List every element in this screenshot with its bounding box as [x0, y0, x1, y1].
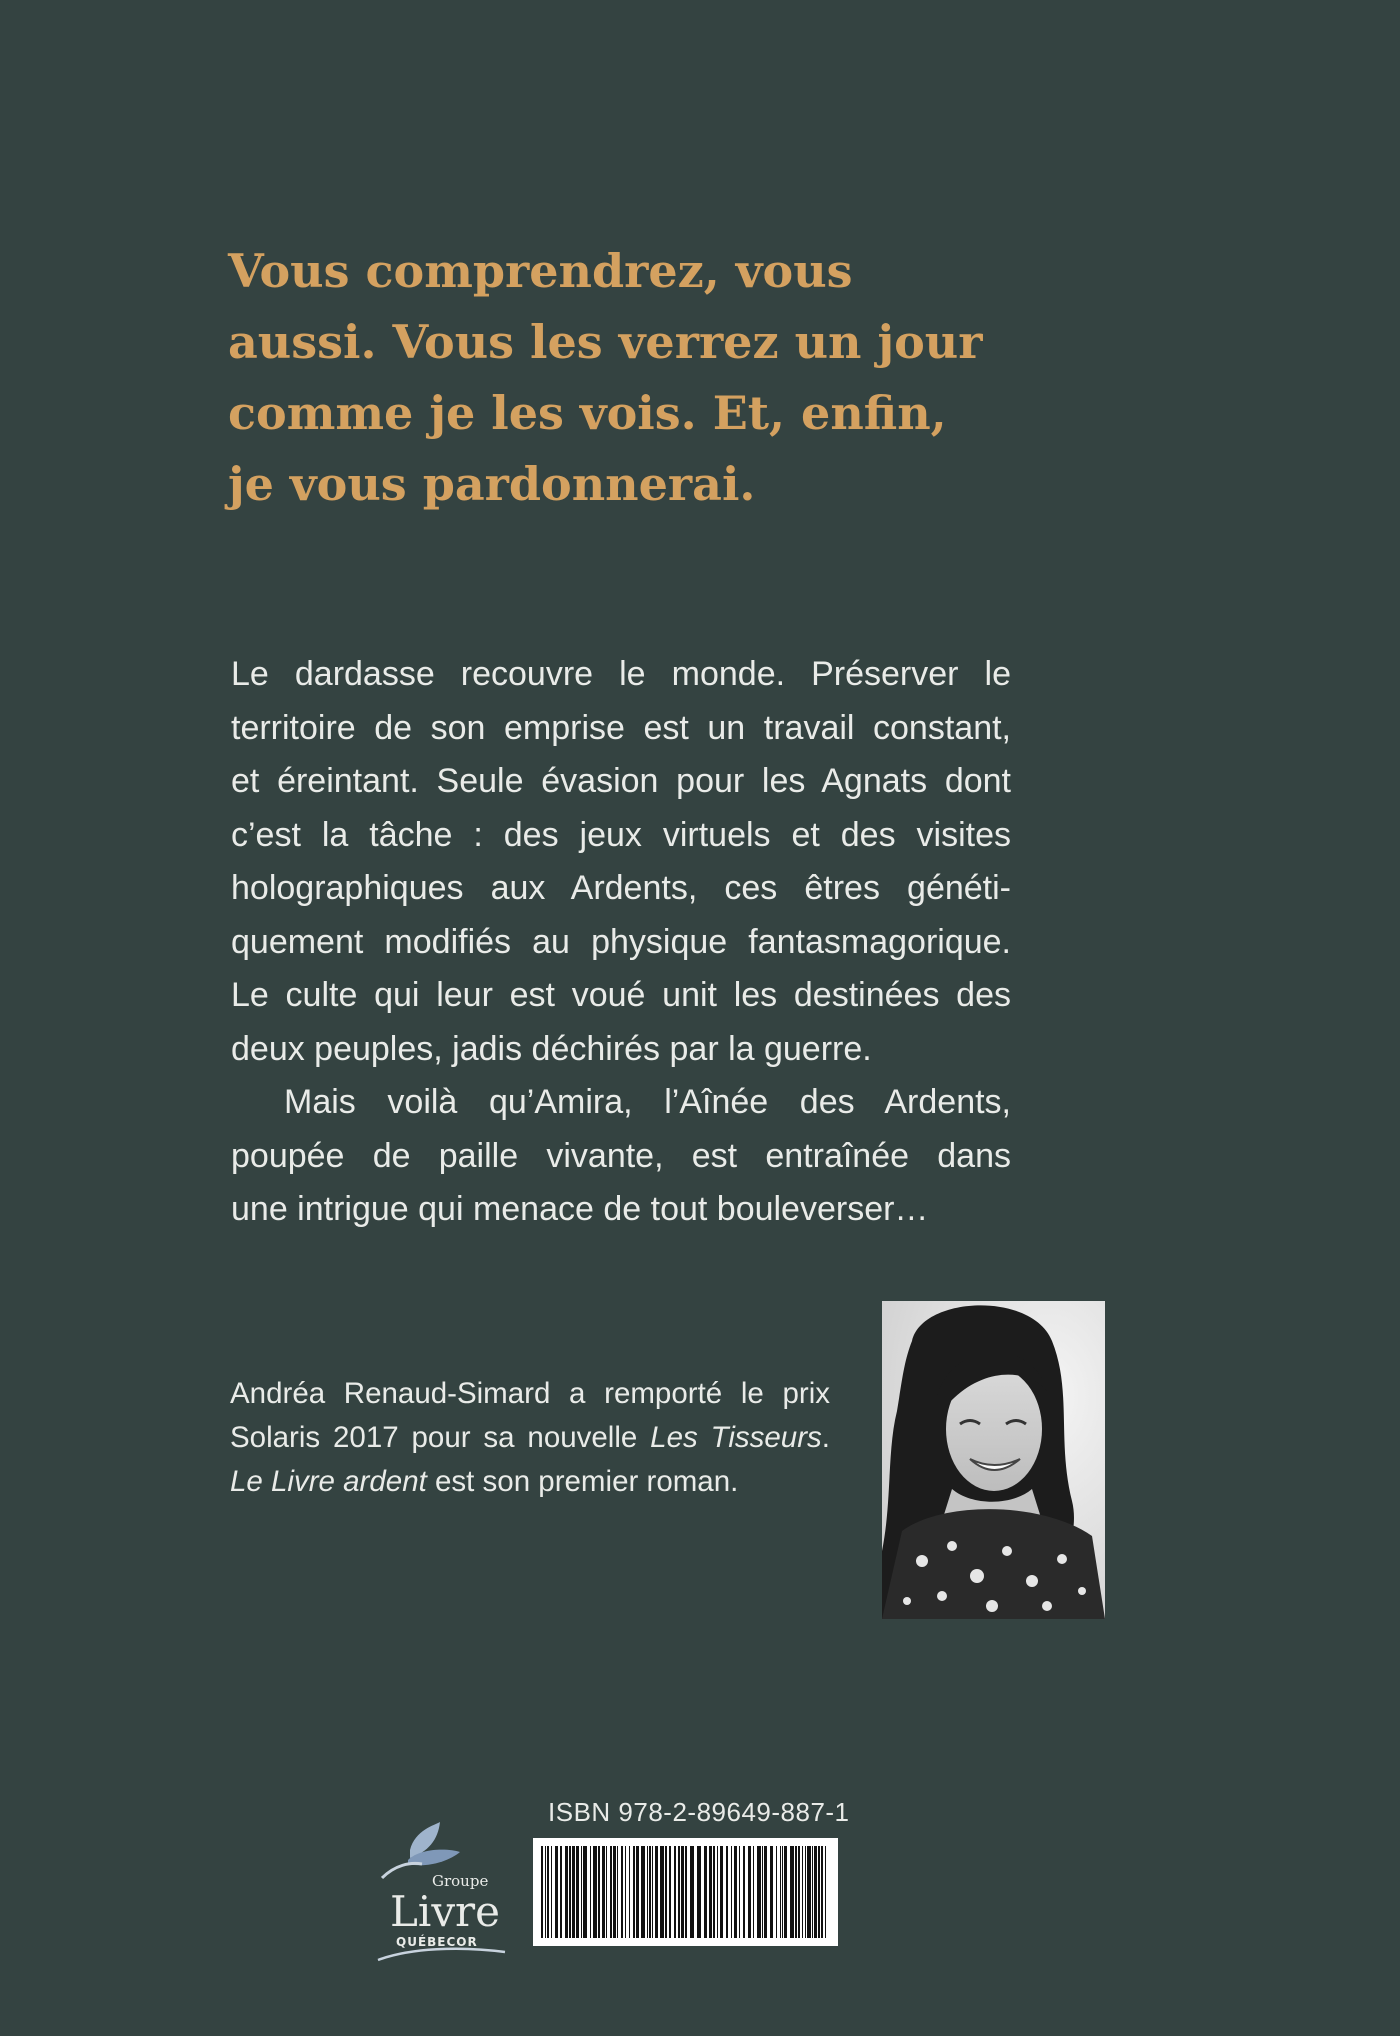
barcode-bar: [560, 1846, 562, 1938]
barcode-bar: [593, 1846, 597, 1938]
barcode-bar: [821, 1846, 823, 1938]
barcode-bar: [805, 1846, 806, 1938]
barcode-bar: [731, 1846, 732, 1938]
barcode-bar: [690, 1846, 694, 1938]
barcode-bar: [572, 1846, 575, 1938]
barcode-bar: [798, 1846, 800, 1938]
synopsis-line: Le dardasse recouvre le monde. Préserver le: [231, 655, 1011, 693]
book-title: Le Livre ardent: [230, 1465, 427, 1498]
barcode-bar: [734, 1846, 737, 1938]
quote-line: je vous pardonnerai.: [228, 457, 756, 511]
barcode-bar: [636, 1846, 639, 1938]
barcode-bar: [551, 1846, 552, 1938]
barcode-bar: [678, 1846, 680, 1938]
barcode-bar: [802, 1846, 803, 1938]
barcode-bar: [655, 1846, 658, 1938]
barcode-bar: [547, 1846, 549, 1938]
author-photo: [882, 1301, 1105, 1619]
barcode-bar: [617, 1846, 618, 1938]
author-bio-line: [230, 1460, 830, 1504]
barcode-bar: [621, 1846, 623, 1938]
barcode-bar: [812, 1846, 813, 1938]
barcode-bar: [610, 1846, 612, 1938]
barcode-bar: [743, 1846, 745, 1938]
barcode-bar: [704, 1846, 707, 1938]
barcode-bar: [825, 1846, 826, 1938]
quote-line: aussi. Vous les verrez un jour: [228, 315, 983, 369]
barcode-bar: [660, 1846, 664, 1938]
barcode-bar: [697, 1846, 701, 1938]
quote-line: comme je les vois. Et, enfin,: [228, 386, 947, 440]
barcode-bar: [739, 1846, 740, 1938]
barcode-bar: [665, 1846, 667, 1938]
author-bio-text: Solaris 2017 pour sa nouvelle: [230, 1421, 651, 1454]
barcode-bar: [583, 1846, 587, 1938]
barcode-bar: [780, 1846, 781, 1938]
barcode-bar: [748, 1846, 751, 1938]
synopsis-line: Le culte qui leur est voué unit les destinées des: [231, 976, 1011, 1014]
barcode-bar: [598, 1846, 600, 1938]
author-bio-text: est son premier roman.: [426, 1465, 739, 1498]
synopsis-line: Mais voilà qu’Amira, l’Aînée des Ardents,: [284, 1083, 1011, 1121]
quote-line: Vous comprendrez, vous: [228, 244, 853, 298]
author-bio-line: Andréa Renaud-Simard a remporté le prix: [230, 1377, 830, 1410]
barcode-bar: [685, 1846, 687, 1938]
barcode-bar: [726, 1846, 728, 1938]
barcode-bar: [541, 1846, 543, 1938]
back-cover-quote: [228, 236, 1048, 520]
barcode-bar: [776, 1846, 777, 1938]
barcode-bar: [565, 1846, 568, 1938]
barcode-bar: [674, 1846, 676, 1938]
award-work-title: Les Tisseurs: [650, 1421, 822, 1454]
author-bio-line: [230, 1416, 830, 1460]
barcode-bar: [770, 1846, 773, 1938]
barcode-bar: [652, 1846, 653, 1938]
barcode-bar: [753, 1846, 754, 1938]
barcode-bar: [647, 1846, 648, 1938]
synopsis-line: poupée de paille vivante, est entraînée dans: [231, 1136, 1011, 1175]
barcode-bar: [807, 1846, 811, 1938]
synopsis-line: holographiques aux Ardents, ces êtres généti-: [231, 869, 1011, 907]
synopsis-line: quement modifiés au physique fantasmagorique.: [231, 922, 1011, 961]
barcode-bar: [709, 1846, 712, 1938]
barcode-bar: [762, 1846, 763, 1938]
barcode-bar: [545, 1846, 546, 1938]
barcode-bar: [717, 1846, 718, 1938]
barcode-bar: [757, 1846, 761, 1938]
barcode-bar: [784, 1846, 787, 1938]
barcode-bar: [555, 1846, 558, 1938]
barcode-bar: [641, 1846, 645, 1938]
synopsis-line: et éreintant. Seule évasion pour les Agnats dont: [231, 762, 1011, 800]
barcode-bar: [581, 1846, 582, 1938]
barcode-bar: [764, 1846, 767, 1938]
barcode-bar: [649, 1846, 651, 1938]
barcode-bar: [790, 1846, 794, 1938]
barcode: [533, 1838, 838, 1946]
barcode-bar: [814, 1846, 817, 1938]
synopsis: [231, 648, 1011, 1237]
synopsis-line: territoire de son emprise est un travail constant,: [231, 708, 1011, 747]
author-bio: [230, 1372, 830, 1504]
barcode-bar: [590, 1846, 591, 1938]
synopsis-line: deux peuples, jadis déchirés par la guerre.: [231, 1029, 872, 1068]
publisher-livre: Livre: [390, 1887, 500, 1936]
barcode-bar: [713, 1846, 715, 1938]
barcode-bar: [576, 1846, 579, 1938]
barcode-bar: [818, 1846, 820, 1938]
synopsis-line: c’est la tâche : des jeux virtuels et des visites: [231, 815, 1011, 854]
barcode-bar: [720, 1846, 723, 1938]
barcode-bar: [606, 1846, 607, 1938]
barcode-bar: [569, 1846, 571, 1938]
barcode-bar: [613, 1846, 616, 1938]
barcode-bar: [625, 1846, 626, 1938]
publisher-logo: [360, 1820, 510, 1970]
barcode-bar: [782, 1846, 783, 1938]
barcode-bar: [629, 1846, 630, 1938]
barcode-bar: [795, 1846, 797, 1938]
publisher-quebecor: QUÉBECOR: [396, 1935, 478, 1949]
barcode-bar: [681, 1846, 684, 1938]
barcode-bar: [633, 1846, 635, 1938]
publisher-groupe: Groupe: [432, 1872, 489, 1890]
barcode-bar: [669, 1846, 671, 1938]
barcode-bar: [602, 1846, 605, 1938]
isbn-label: ISBN 978-2-89649-887-1: [548, 1797, 850, 1827]
author-bio-text: .: [821, 1421, 830, 1454]
synopsis-line: une intrigue qui menace de tout bouleverser…: [231, 1190, 929, 1228]
